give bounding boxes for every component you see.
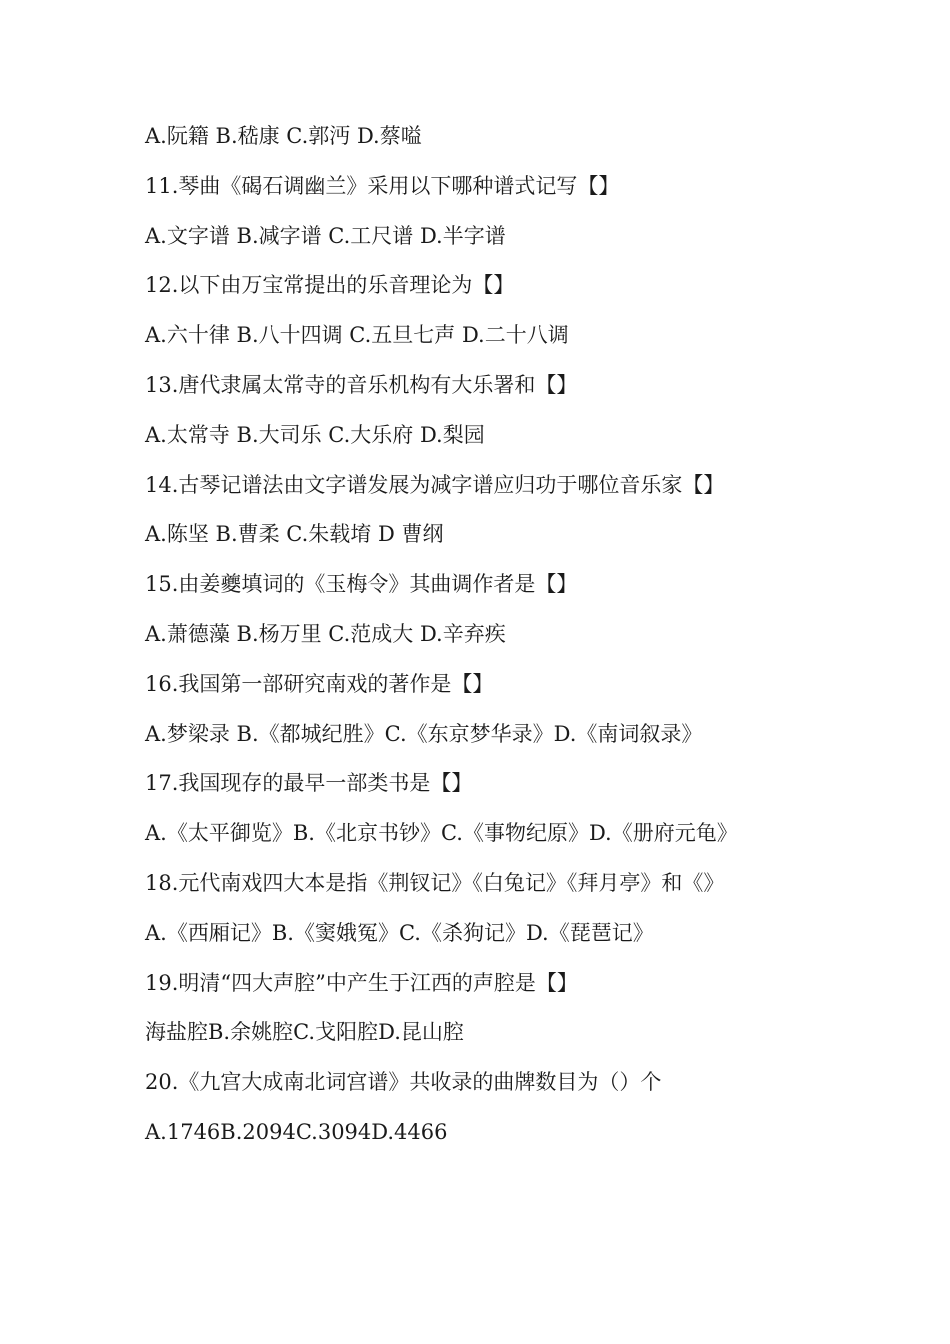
question-line: 18.元代南戏四大本是指《荆钗记》《白兔记》《拜月亭》和《》 bbox=[145, 870, 725, 895]
question-line: 13.唐代隶属太常寺的音乐机构有大乐署和【】 bbox=[145, 372, 578, 397]
question-list bbox=[145, 118, 905, 1164]
question-line: 17.我国现存的最早一部类书是【】 bbox=[145, 771, 473, 796]
question-line: 12.以下由万宝常提出的乐音理论为【】 bbox=[145, 273, 515, 298]
options-line: A.萧德藻 B.杨万里 C.范成大 D.辛弃疾 bbox=[145, 621, 506, 646]
options-line: A.陈坚 B.曹柔 C.朱载堉 D 曹纲 bbox=[145, 522, 444, 547]
text-line: A.阮籍 B.嵇康 C.郭沔 D.蔡嗌 bbox=[145, 124, 422, 148]
question-line: 14.古琴记谱法由文字谱发展为减字谱应归功于哪位音乐家【】 bbox=[145, 472, 725, 497]
options-line: A.梦梁录 B.《都城纪胜》C.《东京梦华录》D.《南词叙录》 bbox=[145, 721, 703, 746]
options-line: A.太常寺 B.大司乐 C.大乐府 D.梨园 bbox=[145, 422, 485, 447]
question-line: 11.琴曲《碣石调幽兰》采用以下哪种谱式记写【】 bbox=[145, 173, 620, 198]
options-line: 海盐腔B.余姚腔C.戈阳腔D.昆山腔 bbox=[145, 1020, 464, 1045]
options-line: A.《太平御览》B.《北京书钞》C.《事物纪原》D.《册府元龟》 bbox=[145, 821, 738, 846]
question-line: 19.明清“四大声腔”中产生于江西的声腔是【】 bbox=[145, 970, 578, 995]
options-line: A.六十律 B.八十四调 C.五旦七声 D.二十八调 bbox=[145, 323, 569, 348]
options-line: A.1746B.2094C.3094D.4466 bbox=[145, 1119, 448, 1144]
question-line: 16.我国第一部研究南戏的著作是【】 bbox=[145, 671, 494, 696]
question-line: 15.由姜夔填词的《玉梅令》其曲调作者是【】 bbox=[145, 572, 578, 597]
options-line: A.《西厢记》B.《窦娥冤》C.《杀狗记》D.《琵琶记》 bbox=[145, 920, 654, 945]
options-line: A.文字谱 B.减字谱 C.工尺谱 D.半字谱 bbox=[145, 223, 506, 248]
question-line: 20.《九宫大成南北词宫谱》共收录的曲牌数目为（）个 bbox=[145, 1070, 662, 1095]
